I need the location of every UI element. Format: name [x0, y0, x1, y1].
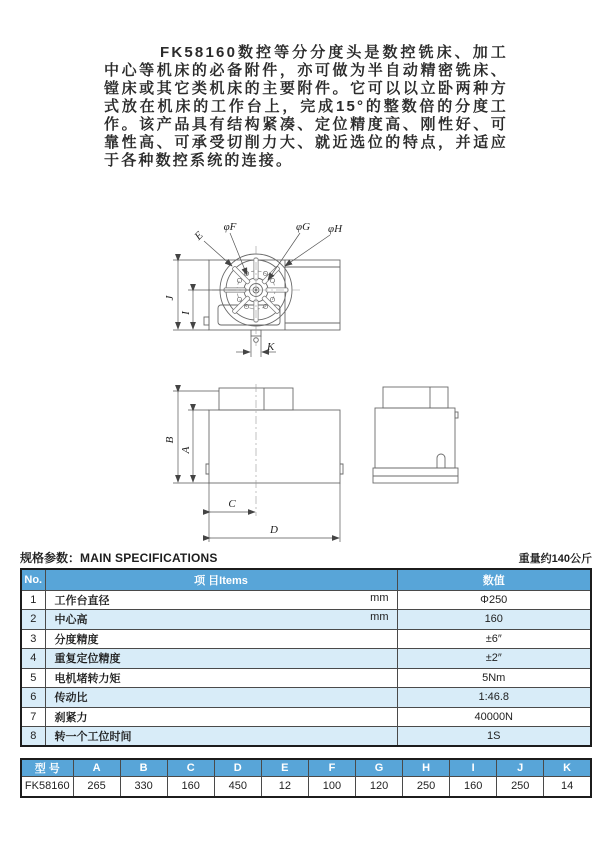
table-row	[21, 727, 591, 747]
side-view-labels	[164, 436, 278, 536]
table-row	[21, 629, 591, 649]
technical-drawing	[0, 195, 610, 550]
dim-label-phi-f: φF	[223, 221, 237, 233]
item-label: 刹紧力	[54, 711, 88, 724]
item-label: 转一个工位时间	[54, 731, 132, 743]
dim-label-a: A	[180, 446, 192, 454]
dim-header-model: 型 号	[21, 759, 73, 777]
row-no: 7	[21, 707, 45, 727]
dim-header: J	[497, 759, 544, 777]
dim-value: 160	[450, 777, 497, 797]
end-view	[373, 387, 458, 483]
dim-value: 12	[261, 777, 308, 797]
item-label: 中心高	[54, 614, 88, 627]
dim-value: 265	[73, 777, 120, 797]
row-value: 5Nm	[397, 668, 591, 688]
row-no: 3	[21, 629, 45, 649]
dimensions-table	[20, 758, 592, 798]
row-no: 5	[21, 668, 45, 688]
item-label: 电机堵转力矩	[54, 672, 121, 685]
item-label: 重复定位精度	[54, 653, 121, 666]
section-title-en: MAIN SPECIFICATIONS	[80, 551, 218, 565]
item-label: 工作台直径	[54, 594, 110, 607]
dim-data-row	[21, 777, 591, 797]
table-row	[21, 649, 591, 669]
header-items: 项 目Items	[45, 569, 397, 590]
dim-model-value: FK58160	[21, 777, 73, 797]
section-title-zh: 规格参数：	[20, 551, 81, 565]
row-item	[45, 688, 397, 708]
table-row	[21, 707, 591, 727]
row-no: 2	[21, 610, 45, 630]
row-value: 1:46.8	[397, 688, 591, 708]
row-no: 1	[21, 590, 45, 610]
row-item	[45, 707, 397, 727]
table-row	[21, 688, 591, 708]
dim-header: H	[403, 759, 450, 777]
table-row	[21, 590, 591, 610]
table-header-row	[21, 569, 591, 590]
header-value: 数值	[397, 569, 591, 590]
side-view-dimensions	[173, 391, 340, 542]
weight-note: 重量约140公斤	[518, 553, 592, 565]
dim-label-k: K	[267, 341, 275, 353]
row-value: ±2″	[397, 649, 591, 669]
dim-label-i: I	[180, 311, 192, 315]
dim-header: D	[214, 759, 261, 777]
row-value: 40000N	[397, 707, 591, 727]
dim-label-j: J	[164, 295, 176, 301]
item-label: 分度精度	[54, 633, 99, 646]
row-item	[45, 649, 397, 669]
front-view	[204, 246, 340, 346]
dim-value: 250	[403, 777, 450, 797]
item-unit: mm	[370, 611, 389, 624]
header-no: No.	[21, 569, 45, 590]
dim-label-b: B	[164, 436, 176, 444]
row-no: 4	[21, 649, 45, 669]
section-title	[20, 549, 218, 566]
main-specifications-table	[20, 568, 592, 747]
dim-value: 250	[497, 777, 544, 797]
dim-header: B	[120, 759, 167, 777]
table-row	[21, 610, 591, 630]
row-item	[45, 610, 397, 630]
row-value: 1S	[397, 727, 591, 747]
specifications-heading	[20, 549, 592, 566]
item-label: 传动比	[54, 692, 88, 705]
row-no: 8	[21, 727, 45, 747]
dim-value: 120	[355, 777, 402, 797]
dim-header: K	[544, 759, 591, 777]
row-item	[45, 727, 397, 747]
row-value: ±6″	[397, 629, 591, 649]
dim-value: 160	[167, 777, 214, 797]
dim-header-row	[21, 759, 591, 777]
intro-paragraph: FK58160数控等分分度头是数控铣床、加工中心等机床的必备附件，亦可做为半自动精密铣床、镗床或其它类机床的主要附件。它可以以立卧两种方式放在机床的工作台上，完成15°的整数倍的分度工作。该产品具有结构紧凑、定位精度高、刚性好、可靠性高、可承受切削力大、就近选位的特点，并适应于各种数控系统的连接。	[104, 44, 508, 169]
dim-header: F	[308, 759, 355, 777]
row-item	[45, 590, 397, 610]
dim-header: I	[450, 759, 497, 777]
row-item	[45, 668, 397, 688]
dim-label-c: C	[228, 498, 236, 510]
dim-label-d: D	[270, 524, 278, 536]
row-value: Φ250	[397, 590, 591, 610]
dim-label-phi-g: φG	[295, 221, 311, 233]
dim-header: C	[167, 759, 214, 777]
dim-value: 100	[308, 777, 355, 797]
dim-value: 14	[544, 777, 591, 797]
dim-header: G	[355, 759, 402, 777]
dim-header: A	[73, 759, 120, 777]
row-value: 160	[397, 610, 591, 630]
dim-header: E	[261, 759, 308, 777]
dim-value: 450	[214, 777, 261, 797]
item-unit: mm	[370, 591, 389, 604]
front-view-labels	[164, 221, 343, 353]
side-view	[206, 384, 343, 516]
table-row	[21, 668, 591, 688]
row-item	[45, 629, 397, 649]
row-no: 6	[21, 688, 45, 708]
dim-label-phi-h: φH	[327, 223, 343, 235]
dim-label-e: E	[192, 229, 206, 243]
dim-value: 330	[120, 777, 167, 797]
